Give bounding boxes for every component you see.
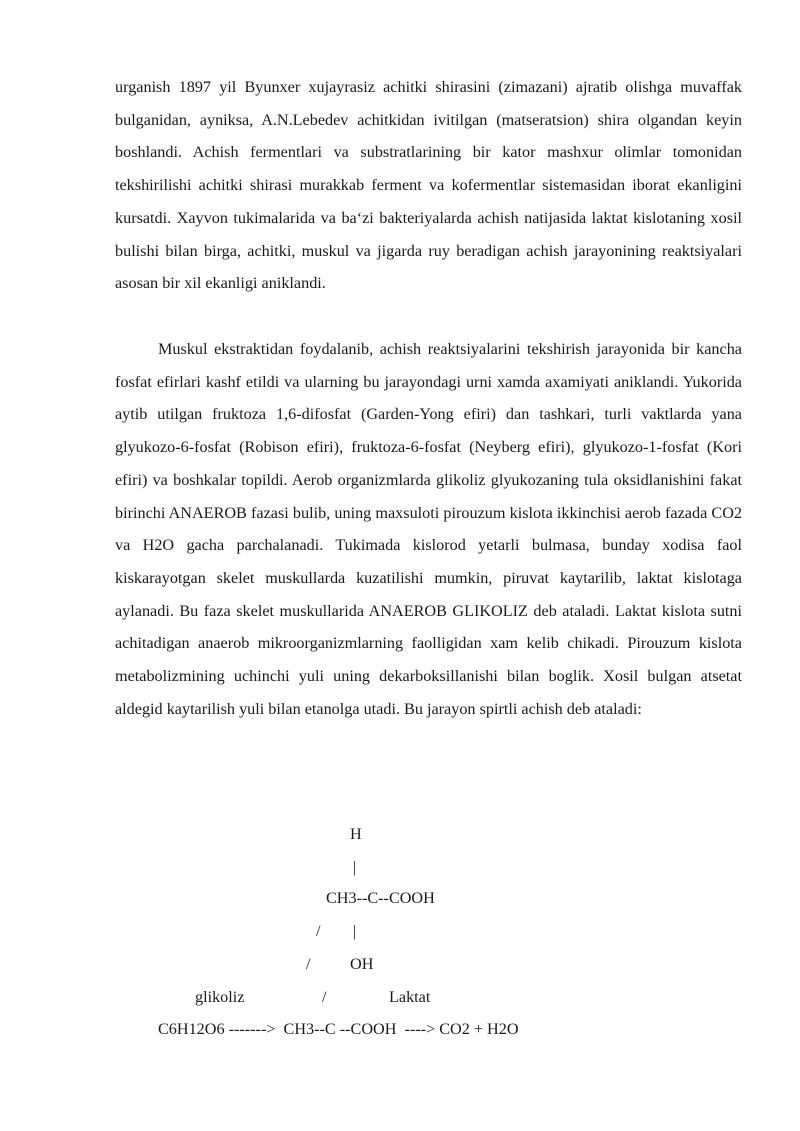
formula-slash-middle: / xyxy=(306,955,311,973)
formula-label-laktat: Laktat xyxy=(389,988,431,1006)
formula-bond-bottom: | xyxy=(353,922,357,940)
formula-reaction-line: C6H12O6 -------> CH3--C --COOH ----> CO2 + H2O xyxy=(158,1020,519,1038)
formula-slash-upper: / xyxy=(316,922,321,940)
formula-slash-lower: / xyxy=(322,988,327,1006)
formula-hydrogen: H xyxy=(350,825,362,843)
formula-bond-top: | xyxy=(353,858,357,876)
formula-main-chain: CH3--C--COOH xyxy=(326,889,435,907)
formula-hydroxyl: OH xyxy=(350,955,374,973)
paragraph-2: Muskul ekstraktidan foydalanib, achish reaktsiyalarini tekshirish jarayonida bir kancha fosfat efirlari kashf etildi va ularning bu jarayondagi urni xamda axamiyati aniklandi. Yukorida aytib utilgan fruktoza 1,6-difosfat (Garden-Yong efiri) dan tashkari, turli vaktlarda yana glyukozo-6-fosfat (Robison efiri), fruktoza-6-fosfat (Neyberg efiri), glyukozo-1-fosfat (Kori efiri) va boshkalar topildi. Aerob organizmlarda glikoliz glyukozaning tula oksidlanishini fakat birinchi ANAEROB fazasi bulib, uning maxsuloti pirouzum kislota ikkinchisi aerob fazada CO2 va H2O gacha parchalanadi. Tukimada kislorod yetarli bulmasa, bunday xodisa faol kiskarayotgan skelet muskullarda kuzatilishi mumkin, piruvat kaytarilib, laktat kislotaga aylanadi. Bu faza skelet muskullarida ANAEROB GLIKOLIZ deb ataladi. Laktat kislota sutni achitadigan anaerob mikroorganizmlarning faolligidan xam kelib chikadi. Pirouzum kislota metabolizmining uchinchi yuli uning dekarboksillanishi bilan boglik. Xosil bulgan atsetat aldegid kaytarilish yuli bilan etanolga utadi. Bu jarayon spirtli achish deb ataladi: xyxy=(115,340,742,718)
formula-label-glikoliz: glikoliz xyxy=(195,988,245,1006)
paragraph-1: urganish 1897 yil Byunxer xujayrasiz achitki shirasini (zimazani) ajratib olishga muvaffak bulganidan, ayniksa, A.N.Lebedev achitkidan ivitilgan (matseratsion) shira olgandan keyin boshlandi. Achish fermentlari va substratlarining bir kator mashxur olimlar tomonidan tekshirilishi achitki shirasi murakkab ferment va kofermentlar sistemasidan iborat ekanligini kursatdi. Xayvon tukimalarida va ba‘zi bakteriyalarda achish natijasida laktat kislotaning xosil bulishi bilan birga, achitki, muskul va jigarda ruy beradigan achish jarayonining reaktsiyalari asosan bir xil ekanligi aniklandi. xyxy=(115,78,742,293)
